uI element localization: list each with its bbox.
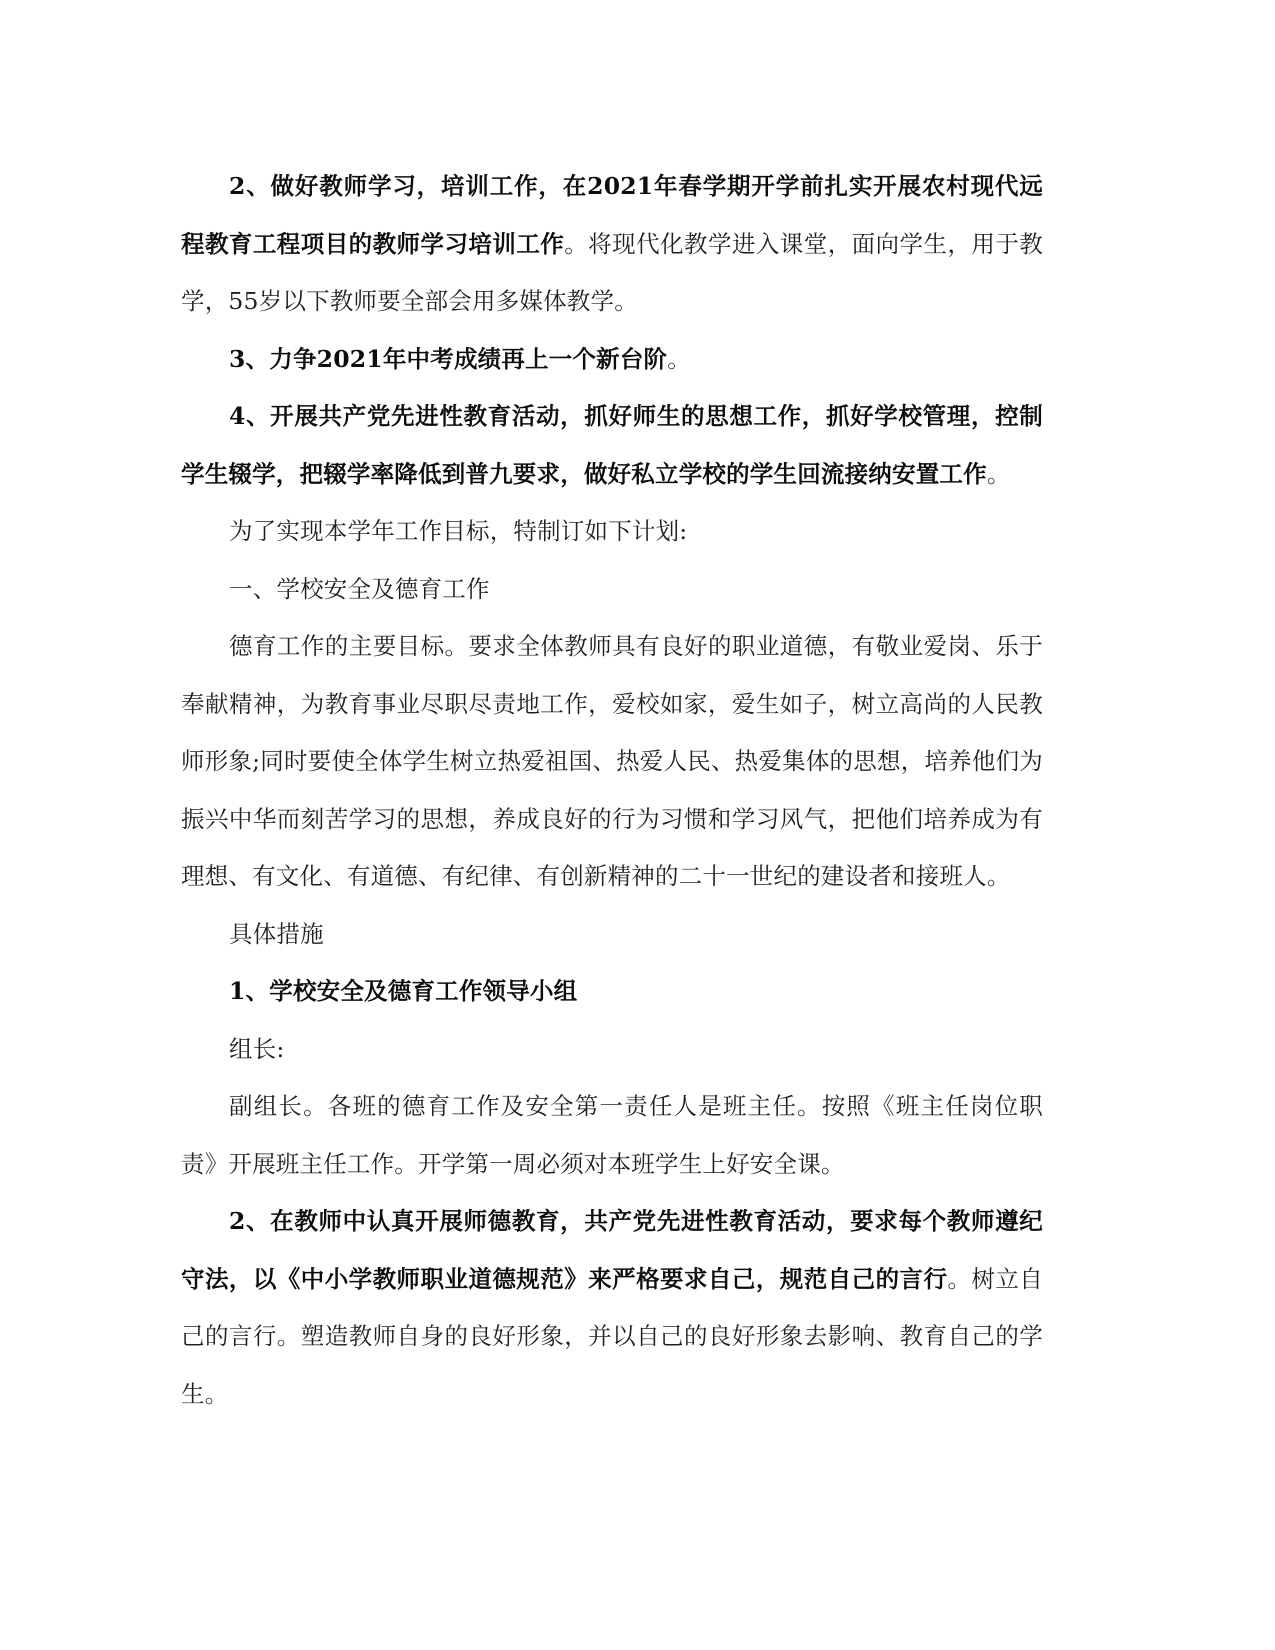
paragraph-leader-text: 组长: [229,1034,285,1063]
paragraph-measure-1-bold: 1、学校安全及德育工作领导小组 [229,977,578,1005]
paragraph-leader [181,1021,1043,1079]
paragraph-moral-goal-text: 德育工作的主要目标。要求全体教师具有良好的职业道德，有敬业爱岗、乐于奉献精神，为教育事业尽职尽责地工作，爱校如家，爱生如子，树立高尚的人民教师形象;同时要使全体学生树立热爱祖国、热爱人民、热爱集体的思想，培养他们为振兴中华而刻苦学习的思想，养成良好的行为习惯和学习风气，把他们培养成为有理想、有文化、有道德、有纪律、有创新精神的二十一世纪的建设者和接班人。 [181,632,1043,890]
subheading-measures [181,906,1043,964]
paragraph-deputy-leader-text: 副组长。各班的德育工作及安全第一责任人是班主任。按照《班主任岗位职责》开展班主任工作。开学第一周必须对本班学生上好安全课。 [181,1092,1043,1178]
paragraph-goal-2-text: 。将现代化教学进入课堂，面向学生，用于教学，55岁以下教师要全部会用多媒体教学。 [181,229,1044,315]
paragraph-measure-2-bold: 2、在教师中认真开展师德教育，共产党先进性教育活动，要求每个教师遵纪守法，以《中小学教师职业道德规范》来严格要求自己，规范自己的言行 [181,1207,1043,1293]
paragraph-goal-3-text: 。 [667,344,691,373]
section-heading-safety-moral-text: 一、学校安全及德育工作 [229,574,490,603]
paragraph-goal-4-text: 。 [986,459,1011,488]
paragraph-measure-2-text: 。树立自己的言行。塑造教师自身的良好形象，并以自己的良好形象去影响、教育自己的学生。 [181,1264,1043,1408]
paragraph-goal-3 [181,331,1043,389]
paragraph-goal-4 [181,388,1043,503]
paragraph-goal-2-bold: 2、做好教师学习，培训工作，在2021年春学期开学前扎实开展农村现代远程教育工程项目的教师学习培训工作 [181,172,1043,258]
paragraph-goal-2 [181,158,1043,331]
section-heading-safety-moral [181,561,1043,619]
paragraph-deputy-leader [181,1078,1043,1193]
paragraph-goal-4-bold: 4、开展共产党先进性教育活动，抓好师生的思想工作，抓好学校管理，控制学生辍学，把辍学率降低到普九要求，做好私立学校的学生回流接纳安置工作 [181,402,1043,488]
paragraph-plan-intro [181,503,1043,561]
paragraph-measure-2 [181,1193,1043,1423]
document-body [181,158,1043,1423]
subheading-measures-text: 具体措施 [229,919,324,948]
paragraph-goal-3-bold: 3、力争2021年中考成绩再上一个新台阶 [229,344,668,373]
paragraph-measure-1 [181,963,1043,1021]
paragraph-plan-intro-text: 为了实现本学年工作目标，特制订如下计划: [229,517,688,545]
paragraph-moral-goal [181,618,1043,906]
